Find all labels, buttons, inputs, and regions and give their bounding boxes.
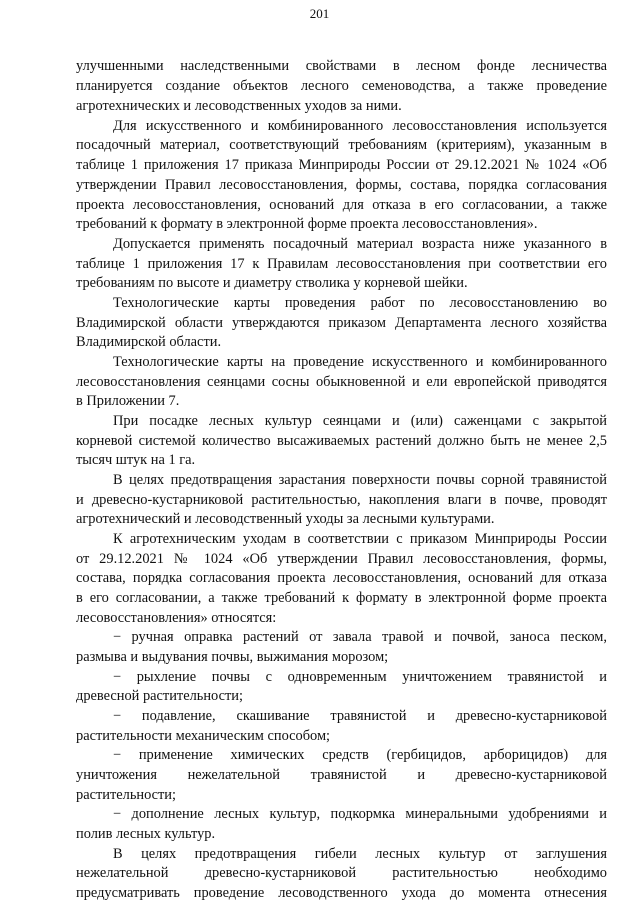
list-item-line: уничтожения нежелательной травянистой и древесно-кустарниковой [76, 767, 607, 783]
list-item-line: растительности; [76, 787, 177, 803]
text-line: корневой системой количество высаживаемых растений должно быть не менее 2,5 [76, 433, 607, 449]
text-line: лесовосстановления сеянцами сосны обыкновенной и ели европейской приводятся [76, 374, 607, 390]
list-item-line: полив лесных культур. [76, 826, 216, 842]
text-line: агротехнических и лесоводственных уходов за ними. [76, 98, 402, 114]
list-item-line: размыва и выдувания почвы, выжимания морозом; [76, 649, 389, 665]
text-line: В целях предотвращения зарастания поверхности почвы сорной травянистой [113, 472, 607, 488]
text-line: требований к формату в электронной форме проекта лесовосстановления». [76, 216, 538, 232]
text-line: от 29.12.2021 № 1024 «Об утверждении Правил лесовосстановления, формы, [76, 551, 607, 567]
text-line: утверждении Правил лесовосстановления, формы, состава, порядка согласования [76, 177, 607, 193]
text-line: требованиям по высоте и диаметру стволика у корневой шейки. [76, 275, 468, 291]
list-item-line: − дополнение лесных культур, подкормка минеральными удобрениями и [113, 806, 607, 822]
text-line: Допускается применять посадочный материал возраста ниже указанного в [113, 236, 607, 252]
text-line: улучшенными наследственными свойствами в лесном фонде лесничества [76, 58, 607, 74]
text-line: в Приложении 7. [76, 393, 180, 409]
list-item-line: − рыхление почвы с одновременным уничтожением травянистой и [113, 669, 607, 685]
list-item-line: − подавление, скашивание травянистой и древесно-кустарниковой [113, 708, 607, 724]
page-number: 201 [309, 6, 330, 21]
text-line: Технологические карты проведения работ по лесовосстановлению во [113, 295, 607, 311]
text-line: Владимирской области. [76, 334, 222, 350]
text-line: таблице 1 приложения 17 к Правилам лесовосстановления при соответствии его [76, 256, 607, 272]
text-line: нежелательной древесно-кустарниковой растительностью необходимо [76, 865, 607, 881]
text-line: Владимирской области утверждаются приказом Департамента лесного хозяйства [76, 315, 607, 331]
text-line: посадочный материал, соответствующий требованиям (критериям), указанным в [76, 137, 607, 153]
text-line: Технологические карты на проведение искусственного и комбинированного [113, 354, 607, 370]
text-line: предусматривать проведение лесоводственного ухода до момента отнесения [76, 885, 607, 901]
text-line: в его согласовании, а также требований к формату в электронной форме проекта [76, 590, 607, 606]
list-item-line: растительности механическим способом; [76, 728, 331, 744]
list-item-line: древесной растительности; [76, 688, 243, 704]
list-item-line: − применение химических средств (гербицидов, арборицидов) для [113, 747, 607, 763]
text-line: планируется создание объектов лесного семеноводства, а также проведение [76, 78, 607, 94]
list-item-line: − ручная оправка растений от завала травой и почвой, заноса песком, [113, 629, 607, 645]
text-line: агротехнический и лесоводственный уходы за лесными культурами. [76, 511, 495, 527]
text-line: При посадке лесных культур сеянцами и (или) саженцами с закрытой [113, 413, 607, 429]
text-line: тысяч штук на 1 га. [76, 452, 196, 468]
text-line: Для искусственного и комбинированного лесовосстановления используется [113, 118, 607, 134]
text-line: лесовосстановления» относятся: [76, 610, 277, 626]
text-line: состава, порядка согласования проекта лесовосстановления, оснований для отказа [76, 570, 607, 586]
text-line: В целях предотвращения гибели лесных культур от заглушения [113, 846, 607, 862]
text-line: и древесно-кустарниковой растительностью, накопления влаги в почве, проводят [76, 492, 607, 508]
text-line: К агротехническим уходам в соответствии с приказом Минприроды России [113, 531, 607, 547]
text-line: таблице 1 приложения 17 приказа Минприроды России от 29.12.2021 № 1024 «Об [76, 157, 607, 173]
text-line: проекта лесовосстановления, оснований для отказа в его согласовании, а также [76, 197, 607, 213]
